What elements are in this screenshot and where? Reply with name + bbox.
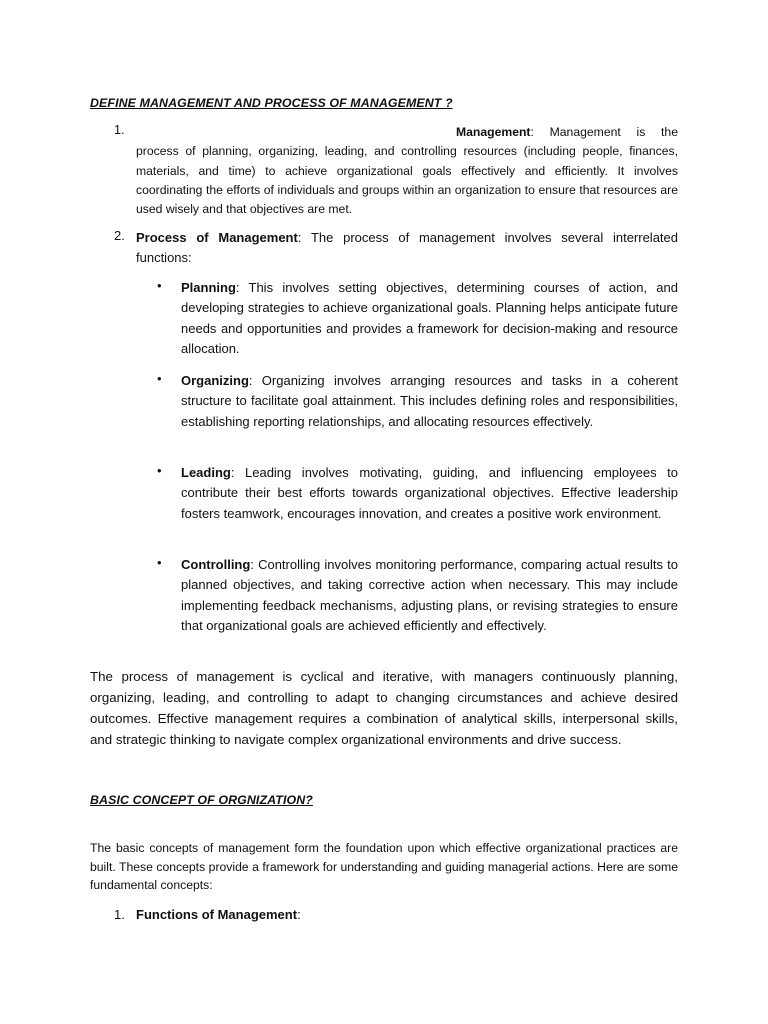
item1-number: 1. — [114, 123, 125, 137]
bullet-term-organizing: Organizing — [181, 373, 249, 388]
section2-item1-term: Functions of Management — [136, 907, 298, 922]
bullet-organizing — [181, 371, 678, 432]
section2-item1-number: 1. — [114, 907, 125, 922]
summary-paragraph: The process of management is cyclical and iterative, with managers continuously planning, organizing, leading, and controlling to adapt to changing circumstances and achieve desired outcomes. Effective management requires a combination of analytical skills, interpersonal skills, and strategic thinking to navigate complex organizational environments and drive success. — [90, 669, 678, 747]
bullet-controlling — [181, 555, 678, 637]
section2-heading: BASIC CONCEPT OF ORGNIZATION? — [90, 793, 313, 807]
bullet-text-controlling: : Controlling involves monitoring performance, comparing actual results to planned objectives, and taking corrective action when necessary. This may include implementing feedback mechanisms, adjusting plans, or revising strategies to ensure that organizational goals are achieved efficiently and effectively. — [181, 557, 678, 634]
section2-item1-text: : — [297, 907, 301, 922]
bullet-marker-leading: • — [157, 463, 162, 478]
bullet-leading — [181, 463, 678, 524]
item2-number: 2. — [114, 228, 125, 243]
bullet-marker-organizing: • — [157, 371, 162, 386]
bullet-term-leading: Leading — [181, 465, 231, 480]
item1-definition — [136, 123, 678, 219]
item2-process — [136, 228, 678, 269]
section2-item1 — [136, 907, 301, 922]
item2-text: : The process of management involves several interrelated functions: — [136, 230, 679, 266]
item1-term: Management — [456, 125, 531, 139]
intro-paragraph: The basic concepts of management form the foundation upon which effective organizational practices are built. These concepts provide a framework for understanding and guiding managerial actions. Here are some fundamental concepts: — [90, 841, 678, 893]
item2-term: Process of Management — [136, 230, 298, 245]
item1-text: : Management is the process of planning, organizing, leading, and controlling resources (including people, finances, materials, and time) to achieve organizational goals effectively and efficiently. It involves coordinating the efforts of individuals and groups within an organization to ensure that resources are used wisely and that objectives are met. — [136, 125, 678, 217]
bullet-marker-planning: • — [157, 278, 162, 293]
bullet-planning — [181, 278, 678, 360]
bullet-term-planning: Planning — [181, 280, 236, 295]
bullet-text-leading: : Leading involves motivating, guiding, and influencing employees to contribute their best efforts towards organizational objectives. Effective leadership fosters teamwork, encourages innovation, and creates a positive work environment. — [181, 465, 678, 521]
bullet-marker-controlling: • — [157, 555, 162, 570]
bullet-text-organizing: : Organizing involves arranging resources and tasks in a coherent structure to facilitate goal attainment. This includes defining roles and responsibilities, establishing reporting relationships, and allocating resources effectively. — [181, 373, 678, 429]
bullet-text-planning: : This involves setting objectives, determining courses of action, and developing strategies to achieve organizational goals. Planning helps anticipate future needs and opportunities and provides a framework for decision-making and resource allocation. — [181, 280, 678, 357]
section1-heading: DEFINE MANAGEMENT AND PROCESS OF MANAGEMENT ? — [90, 96, 453, 110]
bullet-term-controlling: Controlling — [181, 557, 251, 572]
